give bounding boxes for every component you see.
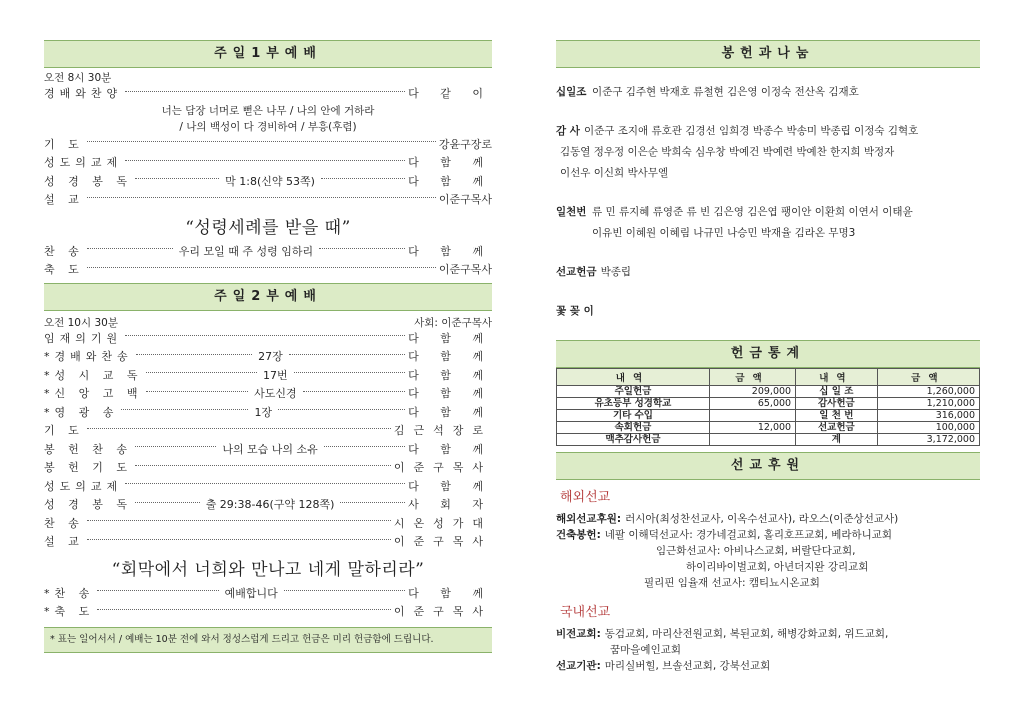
- order-label: *신 앙 고 백: [44, 387, 143, 401]
- overseas-mission-list: [556, 511, 980, 591]
- mission-text: 하이리바이벌교회, 아년더지완 강리교회: [686, 561, 869, 573]
- order-row: [44, 584, 492, 603]
- order-detail: 27장: [258, 350, 283, 364]
- order-leader: 다 함 께: [408, 405, 492, 419]
- stats-header: 헌금통계: [556, 340, 980, 368]
- order-leader: 시온성가대: [393, 516, 492, 530]
- stats-row: [557, 434, 980, 446]
- stats-row: [557, 386, 980, 398]
- order-leader: 이준구목사: [393, 535, 492, 549]
- service2-order-list: [44, 329, 492, 551]
- mission-text: 필리핀 임율재 선교사: 캠티뇨시온교회: [644, 577, 820, 589]
- stats-item: 속회헌금: [557, 422, 710, 434]
- stats-amount: 316,000: [877, 410, 979, 422]
- mission-text: 동검교회, 마리산전원교회, 복된교회, 해병강화교회, 위드교회,: [604, 628, 889, 640]
- service2-header: 주일2부예배: [44, 283, 492, 311]
- mission-label: 비전교회:: [556, 628, 601, 640]
- order-detail: 출 29:38-46(구약 128쪽): [205, 498, 335, 512]
- service1-fellowship-row: 성도의교제 다 함 께: [44, 156, 492, 170]
- order-row: [44, 366, 492, 385]
- offering-group: [556, 301, 980, 322]
- order-detail: 1장: [254, 405, 273, 419]
- order-leader: 사 회 자: [408, 498, 492, 512]
- offering-names: 류 민 류지혜 류영준 류 빈 김은영 김은엽 팽이안 이환희 이연서 이태윤: [592, 206, 913, 218]
- offering-group-label: 꽃 꽂 이: [556, 305, 594, 317]
- service2-subheader: [44, 315, 492, 329]
- order-label: 찬 송: [44, 516, 84, 530]
- order-leader: 다 함 께: [408, 442, 492, 456]
- mission-text: 임근화선교사: 아비나스교회, 버랄단다교회,: [656, 545, 856, 557]
- stats-amount: 3,172,000: [877, 434, 979, 446]
- mission-text: 마리실버힐, 브솔선교회, 강북선교회: [604, 660, 771, 672]
- order-leader: 다 함 께: [408, 331, 492, 345]
- service2-host: 사회: 이준구목사: [414, 316, 492, 329]
- stats-column-header: 내역: [557, 369, 710, 386]
- offering-header: 봉헌과나눔: [556, 40, 980, 68]
- mission-line: [556, 575, 980, 591]
- mission-line: [556, 642, 980, 658]
- mission-text: 러시아(최성찬선교사, 이옥수선교사), 라오스(이준상선교사): [625, 513, 899, 525]
- offering-group: [556, 121, 980, 184]
- offering-group-label: 일천번: [556, 206, 587, 218]
- stats-amount: 65,000: [709, 398, 795, 410]
- offering-names: 박종립: [600, 266, 632, 278]
- stats-item: 기타 수입: [557, 410, 710, 422]
- order-leader: 다 함 께: [408, 586, 493, 600]
- stats-item: 감사헌금: [796, 398, 878, 410]
- service1-blessing-row: 축 도 이준구목사: [44, 263, 492, 277]
- mission-label: 해외선교후원:: [556, 513, 622, 525]
- service-order-column: [44, 40, 492, 653]
- stats-amount: 100,000: [877, 422, 979, 434]
- mission-line: [556, 626, 980, 642]
- mission-line: [556, 527, 980, 543]
- order-label: 성도의교제: [44, 479, 123, 493]
- service2-closing-list: [44, 584, 492, 621]
- service1-worship-row: 경배와찬양 다 같 이: [44, 87, 492, 101]
- offering-group: [556, 82, 980, 103]
- order-label: *축 도: [44, 605, 95, 619]
- mission-text: 꿈마을예인교회: [610, 644, 682, 656]
- order-detail: 17번: [263, 368, 288, 382]
- mission-header: 선교후원: [556, 452, 980, 480]
- service1-time: 오전 8시 30분: [44, 72, 112, 84]
- stats-item: 선교헌금: [796, 422, 878, 434]
- order-detail: 나의 모습 나의 소유: [222, 442, 318, 456]
- mission-label: 건축봉헌:: [556, 529, 601, 541]
- offering-group: [556, 202, 980, 244]
- order-leader: 다 함 께: [408, 479, 492, 493]
- offering-list: [556, 82, 980, 322]
- mission-line: [556, 559, 980, 575]
- domestic-mission-list: [556, 626, 980, 674]
- offering-column: [556, 40, 980, 674]
- offering-stats-table: [556, 368, 980, 446]
- order-row: [44, 458, 492, 477]
- order-label: *경배와찬송: [44, 350, 133, 364]
- service1-header: 주일1부예배: [44, 40, 492, 68]
- order-label: *찬 송: [44, 586, 95, 600]
- order-leader: 다 함 께: [408, 368, 492, 382]
- offering-names: 이준구 조지애 류호관 김경선 임희경 박종수 박송미 박종립 이정숙 김혁호: [583, 125, 919, 137]
- order-leader: 다 함 께: [408, 350, 493, 364]
- service2-sermon-title: “회막에서 너희와 만나고 네게 말하리라”: [111, 559, 425, 580]
- mission-line: [556, 511, 980, 527]
- order-row: [44, 421, 492, 440]
- order-label: *성 시 교 독: [44, 368, 143, 382]
- stats-amount: [709, 410, 795, 422]
- service1-reading-row: 성 경 봉 독 막 1:8(신약 53쪽) 다 함 께: [44, 174, 492, 188]
- stats-column-header: 내역: [796, 369, 878, 386]
- service1-song-row: 찬 송 우리 모일 때 주 성령 임하리 다 함 께: [44, 244, 492, 258]
- order-leader: 이준구목사: [393, 605, 492, 619]
- order-label: 성 경 봉 독: [44, 498, 132, 512]
- order-label: 봉 헌 찬 송: [44, 442, 132, 456]
- order-row: [44, 495, 492, 514]
- order-detail: 사도신경: [254, 387, 297, 401]
- mission-line: [556, 658, 980, 674]
- stats-row: [557, 422, 980, 434]
- mission-label: 선교기관:: [556, 660, 601, 672]
- domestic-mission-title: 국내선교: [560, 605, 611, 620]
- stats-item: 일 천 번: [796, 410, 878, 422]
- order-label: *영 광 송: [44, 405, 119, 419]
- order-label: 봉 헌 기 도: [44, 461, 132, 475]
- stats-column-header: 금액: [709, 369, 795, 386]
- service1-sermon-row: 설 교 이준구목사: [44, 193, 492, 207]
- offering-group-label: 십일조: [556, 86, 587, 98]
- offering-group: [556, 262, 980, 283]
- service1-sermon-title: “성령세례를 받을 때”: [185, 217, 351, 238]
- stats-amount: [709, 434, 795, 446]
- order-leader: 이준구목사: [393, 461, 492, 475]
- stats-amount: 1,210,000: [877, 398, 979, 410]
- stats-amount: 209,000: [709, 386, 795, 398]
- order-label: 임재의기원: [44, 331, 123, 345]
- service1-hymn-line-2: / 나의 백성이 다 경비하여 / 부흥(후렴): [179, 120, 357, 133]
- order-label: 기 도: [44, 424, 84, 438]
- order-row: [44, 347, 492, 366]
- order-row: [44, 477, 492, 496]
- offering-names: 김동열 정우정 이은순 박희숙 심우창 박예건 박예련 박예찬 한지희 박정자: [560, 146, 895, 158]
- mission-text: 네팔 이해덕선교사: 경가네걸교회, 홀리호프교회, 베라하니교회: [604, 529, 893, 541]
- stats-item: 유초등부 성경학교: [557, 398, 710, 410]
- order-row: [44, 514, 492, 533]
- stats-amount: 1,260,000: [877, 386, 979, 398]
- service1-hymn-line-1: 너는 담장 너머로 뻗은 나무 / 나의 안에 거하라: [161, 104, 375, 117]
- stats-column-header: 금액: [877, 369, 979, 386]
- order-row: [44, 602, 492, 621]
- order-leader: 김근석장로: [393, 424, 492, 438]
- overseas-mission-title: 해외선교: [560, 490, 611, 505]
- stats-item: 주일헌금: [557, 386, 710, 398]
- attendance-note: * 표는 일어서서 / 예배는 10분 전에 와서 정성스럽게 드리고 헌금은 미리 헌금함에 드립니다.: [44, 627, 492, 653]
- order-leader: 다 함 께: [408, 387, 493, 401]
- service1-prayer-row: 기 도 강윤구장로: [44, 137, 492, 151]
- order-label: 설 교: [44, 535, 84, 549]
- order-detail: 예배합니다: [224, 586, 278, 600]
- offering-group-label: 감 사: [556, 125, 580, 137]
- order-row: [44, 329, 492, 348]
- stats-row: [557, 410, 980, 422]
- stats-item: 십 일 조: [796, 386, 878, 398]
- service2-time: 오전 10시 30분: [44, 316, 118, 329]
- offering-names: 이유빈 이혜원 이혜림 나규민 나승민 박재율 김라온 무명3: [592, 227, 856, 239]
- stats-row: [557, 398, 980, 410]
- offering-names: 이선우 이신희 박사무엘: [560, 167, 669, 179]
- offering-group-label: 선교헌금: [556, 266, 597, 278]
- stats-item: 계: [796, 434, 878, 446]
- stats-item: 맥추감사헌금: [557, 434, 710, 446]
- mission-line: [556, 543, 980, 559]
- order-row: [44, 440, 492, 459]
- order-row: [44, 403, 492, 422]
- stats-amount: 12,000: [709, 422, 795, 434]
- order-row: [44, 532, 492, 551]
- order-row: [44, 384, 492, 403]
- offering-names: 이준구 김주현 박재호 류철현 김은영 이정숙 전산옥 김재호: [592, 86, 859, 98]
